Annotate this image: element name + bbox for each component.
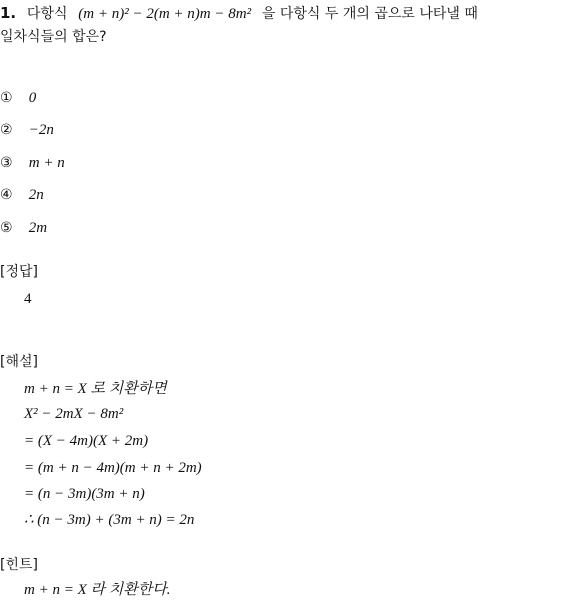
question-number: 1.: [0, 4, 17, 22]
choice-4: [0, 184, 44, 205]
choice-value: −2n: [28, 122, 54, 138]
question-expression: (m + n)² − 2(m + n)m − 8m²: [78, 6, 252, 22]
hint-heading: [힌트]: [0, 557, 38, 573]
choice-mark: ②: [0, 122, 13, 138]
question-line-2: 일차식들의 합은?: [0, 29, 107, 45]
explanation-line-1: m + n = X 로 치환하면: [24, 381, 167, 397]
question-text-lead: 다항식: [26, 6, 68, 22]
question-text-rest: 을 다항식 두 개의 곱으로 나타낼 때: [261, 6, 478, 22]
answer-value: 4: [24, 291, 32, 307]
explanation-line-4: = (m + n − 4m)(m + n + 2m): [24, 460, 202, 476]
answer-heading: [정답]: [0, 264, 38, 280]
explanation-line-5: = (n − 3m)(3m + n): [24, 486, 145, 502]
choice-value: m + n: [28, 155, 65, 171]
choice-mark: ①: [0, 90, 13, 106]
choice-value: 2m: [28, 220, 48, 236]
choice-value: 0: [28, 90, 37, 106]
explanation-line-3: = (X − 4m)(X + 2m): [24, 433, 149, 449]
choice-2: [0, 119, 54, 140]
explanation-line-2: X² − 2mX − 8m²: [24, 406, 124, 422]
explanation-line-6: ∴ (n − 3m) + (3m + n) = 2n: [24, 512, 195, 528]
explanation-heading: [해설]: [0, 354, 38, 370]
choice-1: [0, 87, 36, 108]
choice-3: [0, 152, 65, 173]
question-line-1: [0, 3, 478, 24]
choice-mark: ④: [0, 187, 13, 203]
choice-mark: ⑤: [0, 220, 13, 236]
choice-value: 2n: [28, 187, 44, 203]
hint-line: m + n = X 라 치환한다.: [24, 582, 171, 598]
choice-mark: ③: [0, 155, 13, 171]
choice-5: [0, 217, 47, 238]
